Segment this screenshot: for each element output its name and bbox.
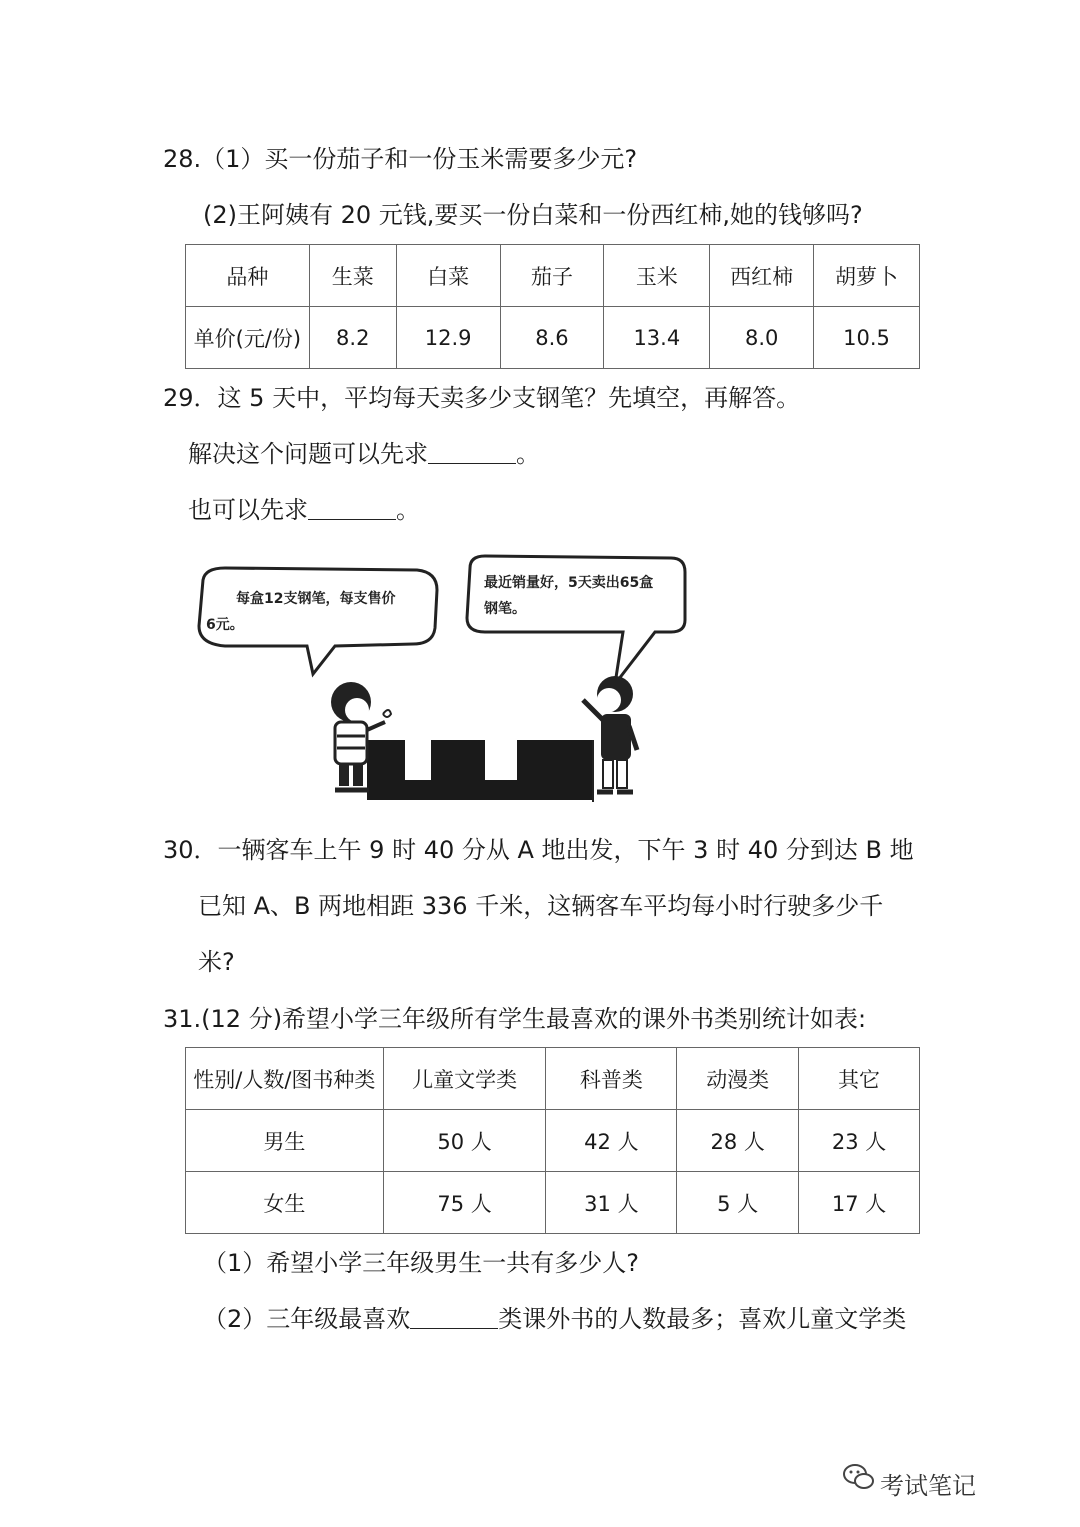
book-table-cell: 31 人	[546, 1172, 677, 1234]
price-table-cell: 玉米	[604, 245, 710, 307]
book-table-row	[186, 1110, 920, 1172]
right-bubble-line1: 最近销量好，5天卖出65盒	[484, 575, 654, 591]
price-table	[185, 244, 920, 369]
book-table-cell: 男生	[186, 1110, 384, 1172]
book-table-cell: 其它	[799, 1048, 920, 1110]
price-table-cell: 8.6	[500, 307, 604, 369]
left-bubble-line2: 6元。	[206, 617, 244, 633]
q31-sub1: （1）希望小学三年级男生一共有多少人?	[203, 1249, 640, 1277]
price-table-cell: 生菜	[309, 245, 396, 307]
book-table-cell: 75 人	[383, 1172, 546, 1234]
pen-boxes	[367, 740, 593, 800]
price-table-cell: 西红柿	[710, 245, 814, 307]
q29-line3	[188, 494, 420, 526]
left-bubble-line1: 每盒12支钢笔，每支售价	[236, 591, 396, 607]
price-table-cell: 品种	[186, 245, 310, 307]
q31-sub2-text: （2）三年级最喜欢	[203, 1305, 411, 1333]
watermark-text: 考试笔记	[880, 1472, 976, 1500]
answer-blank[interactable]	[428, 439, 516, 464]
book-table-cell: 科普类	[546, 1048, 677, 1110]
book-survey-table	[185, 1047, 920, 1234]
q29-line2-text: 解决这个问题可以先求	[188, 440, 428, 468]
book-table-cell: 50 人	[383, 1110, 546, 1172]
price-table-cell: 白菜	[396, 245, 500, 307]
book-table-cell: 性别/人数/图书种类	[186, 1048, 384, 1110]
q28-line1: 28.（1）买一份茄子和一份玉米需要多少元?	[163, 145, 638, 173]
price-table-cell: 10.5	[814, 307, 920, 369]
price-table-cell: 12.9	[396, 307, 500, 369]
price-table-cell: 茄子	[500, 245, 604, 307]
q31-line1: 31.(12 分)希望小学三年级所有学生最喜欢的课外书类别统计如表:	[163, 1005, 867, 1033]
right-bubble-line2: 钢笔。	[484, 601, 526, 617]
book-table-cell: 42 人	[546, 1110, 677, 1172]
q29-line3-text: 也可以先求	[188, 496, 308, 524]
q29-line1: 29．这 5 天中，平均每天卖多少支钢笔？先填空，再解答。	[163, 384, 801, 412]
book-table-cell: 女生	[186, 1172, 384, 1234]
price-table-cell: 13.4	[604, 307, 710, 369]
q29-line3-end: 。	[396, 496, 420, 524]
answer-blank[interactable]	[410, 1304, 498, 1329]
q31-sub2	[203, 1303, 906, 1335]
q28-line2: (2)王阿姨有 20 元钱,要买一份白菜和一份西红柿,她的钱够吗?	[203, 201, 863, 229]
q29-line2	[188, 438, 540, 470]
book-table-cell: 5 人	[677, 1172, 799, 1234]
wechat-icon	[842, 1462, 876, 1492]
price-table-cell: 胡萝卜	[814, 245, 920, 307]
price-table-row	[186, 307, 920, 369]
q30-line2: 已知 A、B 两地相距 336 千米，这辆客车平均每小时行驶多少千	[198, 892, 884, 920]
price-table-cell: 单价(元/份)	[186, 307, 310, 369]
price-table-cell: 8.2	[309, 307, 396, 369]
q29-line2-end: 。	[516, 440, 540, 468]
price-table-header-row	[186, 245, 920, 307]
book-table-cell: 17 人	[799, 1172, 920, 1234]
book-table-cell: 动漫类	[677, 1048, 799, 1110]
book-table-cell: 23 人	[799, 1110, 920, 1172]
price-table-cell: 8.0	[710, 307, 814, 369]
book-table-header-row	[186, 1048, 920, 1110]
book-table-row	[186, 1172, 920, 1234]
q30-line1: 30．一辆客车上午 9 时 40 分从 A 地出发，下午 3 时 40 分到达 B 地	[163, 836, 914, 864]
answer-blank[interactable]	[308, 495, 396, 520]
q30-line3: 米?	[198, 948, 235, 976]
book-table-cell: 28 人	[677, 1110, 799, 1172]
q31-sub2-end: 类课外书的人数最多；喜欢儿童文学类	[498, 1305, 907, 1333]
book-table-cell: 儿童文学类	[383, 1048, 546, 1110]
